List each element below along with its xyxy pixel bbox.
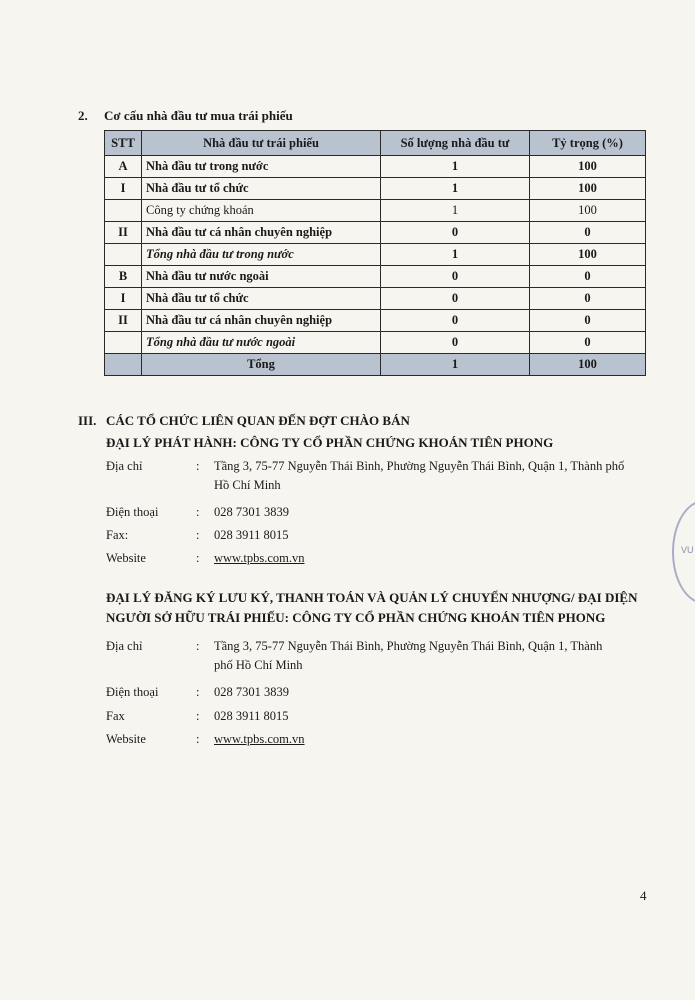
total-stt bbox=[105, 354, 142, 376]
row-count: 1 bbox=[381, 156, 530, 178]
row-weight: 0 bbox=[530, 222, 646, 244]
stamp-text: VU bbox=[681, 545, 694, 555]
total-weight: 100 bbox=[530, 354, 646, 376]
investor-structure-table bbox=[104, 130, 646, 376]
phone-value: 028 7301 3839 bbox=[214, 685, 289, 699]
phone-value: 028 7301 3839 bbox=[214, 505, 289, 519]
section-title: CÁC TỔ CHỨC LIÊN QUAN ĐẾN ĐỢT CHÀO BÁN bbox=[106, 413, 410, 428]
address-label: Địa chỉ bbox=[106, 459, 143, 473]
table-row bbox=[105, 288, 646, 310]
registration-agent-title bbox=[106, 588, 666, 628]
row-stt: II bbox=[105, 222, 142, 244]
row-stt bbox=[105, 244, 142, 266]
section-number: 2. bbox=[78, 108, 88, 123]
title-line-1: ĐẠI LÝ ĐĂNG KÝ LƯU KÝ, THANH TOÁN VÀ QUẢN LÝ CHUYỂN NHƯỢNG/ ĐẠI DIỆN bbox=[106, 590, 638, 605]
row-count: 0 bbox=[381, 288, 530, 310]
fax-label: Fax: bbox=[106, 528, 129, 542]
phone-label: Điện thoại bbox=[106, 505, 159, 519]
row-count: 0 bbox=[381, 266, 530, 288]
row-weight: 0 bbox=[530, 266, 646, 288]
total-count: 1 bbox=[381, 354, 530, 376]
colon: : bbox=[196, 709, 200, 723]
address-line-1: Tầng 3, 75-77 Nguyễn Thái Bình, Phường Nguyễn Thái Bình, Quận 1, Thành phố bbox=[214, 459, 625, 473]
table-row bbox=[105, 222, 646, 244]
fax-label: Fax bbox=[106, 709, 125, 723]
row-stt: B bbox=[105, 266, 142, 288]
row-count: 0 bbox=[381, 332, 530, 354]
table-row bbox=[105, 178, 646, 200]
row-weight: 100 bbox=[530, 200, 646, 222]
row-investor: Nhà đầu tư cá nhân chuyên nghiệp bbox=[142, 310, 381, 332]
row-investor: Tổng nhà đầu tư trong nước bbox=[142, 244, 381, 266]
title-line-2: NGƯỜI SỞ HỮU TRÁI PHIẾU: CÔNG TY CỔ PHẦN CHỨNG KHOÁN TIÊN PHONG bbox=[106, 610, 606, 625]
row-weight: 0 bbox=[530, 332, 646, 354]
total-label: Tổng bbox=[142, 354, 381, 376]
address-line-2: phố Hồ Chí Minh bbox=[214, 658, 303, 672]
row-count: 0 bbox=[381, 310, 530, 332]
section-title: Cơ cấu nhà đầu tư mua trái phiếu bbox=[104, 108, 293, 123]
address-line-2: Hồ Chí Minh bbox=[214, 478, 281, 492]
row-stt: II bbox=[105, 310, 142, 332]
header-stt: STT bbox=[105, 131, 142, 156]
row-investor: Nhà đầu tư trong nước bbox=[142, 156, 381, 178]
fax-value: 028 3911 8015 bbox=[214, 709, 289, 723]
row-count: 1 bbox=[381, 244, 530, 266]
page-number: 4 bbox=[640, 888, 647, 903]
table-row bbox=[105, 266, 646, 288]
section-3-heading bbox=[78, 413, 410, 429]
row-investor: Nhà đầu tư nước ngoài bbox=[142, 266, 381, 288]
header-weight: Tỷ trọng (%) bbox=[530, 131, 646, 156]
row-stt bbox=[105, 332, 142, 354]
section-number: III. bbox=[78, 413, 97, 428]
table-row bbox=[105, 244, 646, 266]
table-row bbox=[105, 332, 646, 354]
row-investor: Nhà đầu tư tổ chức bbox=[142, 288, 381, 310]
header-investor: Nhà đầu tư trái phiếu bbox=[142, 131, 381, 156]
header-count: Số lượng nhà đầu tư bbox=[381, 131, 530, 156]
row-stt: A bbox=[105, 156, 142, 178]
table-row bbox=[105, 310, 646, 332]
table-total-row bbox=[105, 354, 646, 376]
row-weight: 100 bbox=[530, 156, 646, 178]
address-label: Địa chỉ bbox=[106, 639, 143, 653]
colon: : bbox=[196, 639, 200, 653]
address-value bbox=[214, 637, 644, 675]
phone-label: Điện thoại bbox=[106, 685, 159, 699]
row-stt bbox=[105, 200, 142, 222]
row-weight: 100 bbox=[530, 244, 646, 266]
row-count: 0 bbox=[381, 222, 530, 244]
row-weight: 0 bbox=[530, 288, 646, 310]
row-investor: Tổng nhà đầu tư nước ngoài bbox=[142, 332, 381, 354]
colon: : bbox=[196, 685, 200, 699]
row-investor: Nhà đầu tư cá nhân chuyên nghiệp bbox=[142, 222, 381, 244]
section-2-heading bbox=[78, 108, 293, 124]
colon: : bbox=[196, 732, 200, 746]
colon: : bbox=[196, 459, 200, 473]
website-link[interactable]: www.tpbs.com.vn bbox=[214, 551, 305, 565]
row-count: 1 bbox=[381, 200, 530, 222]
row-stt: I bbox=[105, 178, 142, 200]
row-count: 1 bbox=[381, 178, 530, 200]
row-investor: Công ty chứng khoán bbox=[142, 200, 381, 222]
website-label: Website bbox=[106, 732, 146, 746]
website-label: Website bbox=[106, 551, 146, 565]
row-investor: Nhà đầu tư tổ chức bbox=[142, 178, 381, 200]
issuing-agent-title: ĐẠI LÝ PHÁT HÀNH: CÔNG TY CỔ PHẦN CHỨNG KHOÁN TIÊN PHONG bbox=[106, 435, 554, 450]
colon: : bbox=[196, 528, 200, 542]
table-row bbox=[105, 200, 646, 222]
row-weight: 100 bbox=[530, 178, 646, 200]
row-weight: 0 bbox=[530, 310, 646, 332]
address-line-1: Tầng 3, 75-77 Nguyễn Thái Bình, Phường Nguyễn Thái Bình, Quận 1, Thành bbox=[214, 639, 603, 653]
table-header-row bbox=[105, 131, 646, 156]
address-value bbox=[214, 457, 644, 495]
colon: : bbox=[196, 551, 200, 565]
row-stt: I bbox=[105, 288, 142, 310]
colon: : bbox=[196, 505, 200, 519]
table-row bbox=[105, 156, 646, 178]
fax-value: 028 3911 8015 bbox=[214, 528, 289, 542]
website-link[interactable]: www.tpbs.com.vn bbox=[214, 732, 305, 746]
